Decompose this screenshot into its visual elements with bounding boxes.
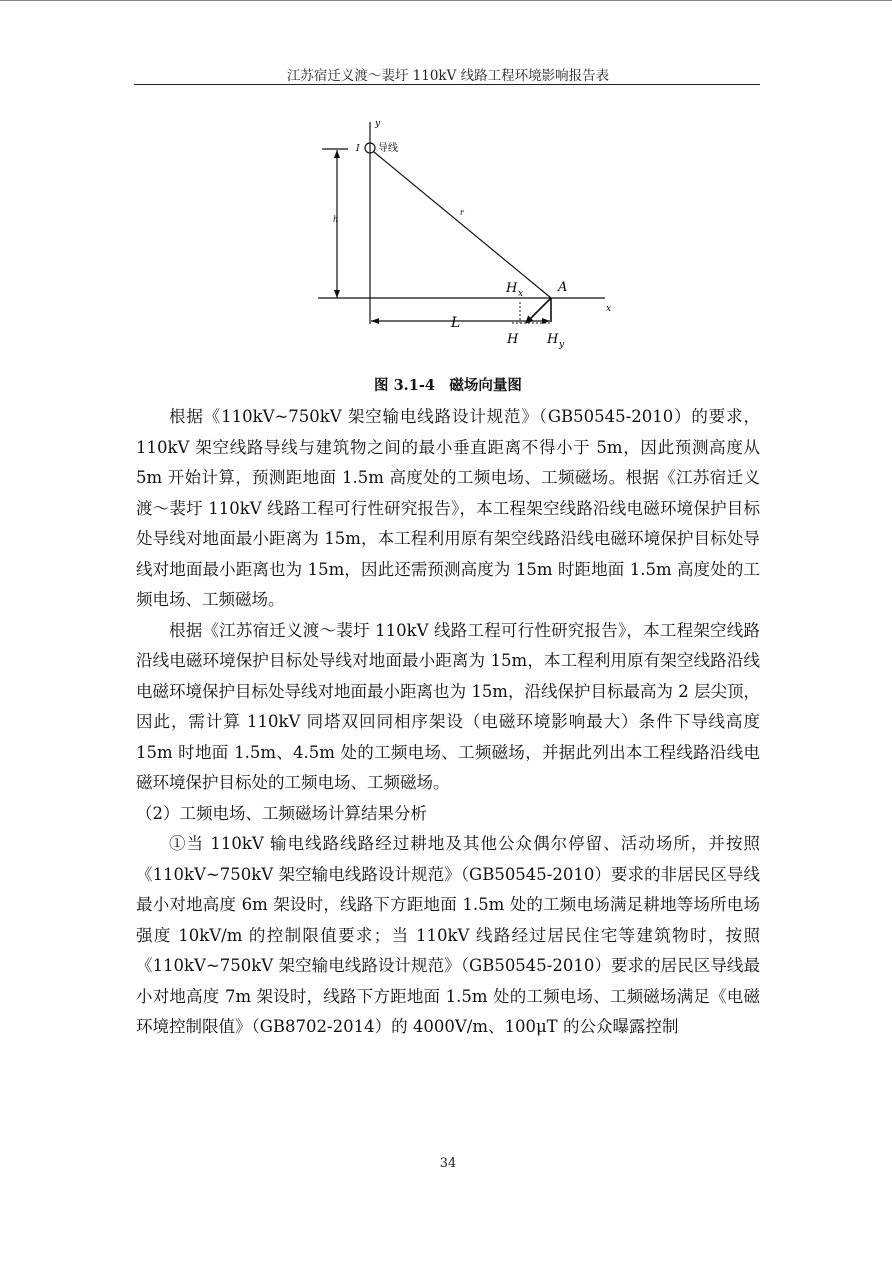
paragraph-3: ①当 110kV 输电线路线路经过耕地及其他公众偶尔停留、活动场所，并按照《110kV~750kV 架空输电线路设计规范》（GB50545-2010）要求的非居民区导线最小对地高度 6m 架设时，线路下方距地面 1.5m 处的工频电场满足耕地等场所电场强度 10kV/m 的控制限值要求；当 110kV 线路经过居民住宅等建筑物时，按照《110kV~750kV 架空输电线路设计规范》（GB50545-2010）要求的居民区导线最小对地高度 7m 架设时，线路下方距地面 1.5m 处的工频电场、工频磁场满足《电磁环境控制限值》（GB8702-2014）的 4000V/m、100μT 的公众曝露控制 — [136, 834, 760, 1036]
height-arrow-bottom — [334, 290, 340, 298]
paragraph-1: 根据《110kV~750kV 架空输电线路设计规范》（GB50545-2010）的要求，110kV 架空线路导线与建筑物之间的最小垂直距离不得小于 5m，因此预测高度从 5m 开始计算，预测距地面 1.5m 高度处的工频电场、工频磁场。根据《江苏宿迁义渡～裴圩 110kV 线路工程可行性研究报告》，本工程架空线路沿线电磁环境保护目标处导线对地面最小距离为 15m，本工程利用原有架空线路沿线电磁环境保护目标处导线对地面最小距离也为 15m，因此还需预测高度为 15m 时距地面 1.5m 高度处的工频电场、工频磁场。 — [136, 407, 760, 609]
distance-r-label: r — [460, 208, 464, 217]
distance-l-arrow-left — [371, 318, 379, 324]
point-a-label: A — [558, 280, 568, 295]
page-header: 江苏宿迁义渡～裴圩 110kV 线路工程环境影响报告表 — [286, 68, 610, 84]
page-top-border — [0, 0, 892, 1]
h-vector — [526, 298, 551, 323]
distance-r-line — [374, 152, 551, 298]
header-rule — [134, 84, 760, 85]
height-label: h — [333, 215, 339, 224]
page-number: 34 — [439, 1156, 457, 1171]
x-axis-label: x — [606, 304, 612, 314]
y-axis-label: y — [375, 119, 381, 129]
hy-label: H — [547, 332, 559, 347]
distance-l-label: L — [451, 315, 461, 331]
figure-caption: 图 3.1-4 磁场向量图 — [374, 377, 522, 394]
hx-subscript: x — [518, 289, 524, 299]
h-vector-label: H — [507, 332, 519, 347]
hy-subscript: y — [559, 340, 565, 350]
current-label: I — [356, 144, 360, 154]
height-arrow-top — [334, 150, 340, 158]
magnetic-field-vector-diagram — [300, 112, 630, 362]
body-paragraphs — [136, 402, 760, 1043]
section-heading: （2）工频电场、工频磁场计算结果分析 — [136, 803, 427, 823]
paragraph-2: 根据《江苏宿迁义渡～裴圩 110kV 线路工程可行性研究报告》，本工程架空线路沿线电磁环境保护目标处导线对地面最小距离为 15m，本工程利用原有架空线路沿线电磁环境保护目标处导线对地面最小距离也为 15m，沿线保护目标最高为 2 层尖顶，因此，需计算 110kV 同塔双回同相序架设（电磁环境影响最大）条件下导线高度 15m 时地面 1.5m、4.5m 处的工频电场、工频磁场，并据此列出本工程线路沿线电磁环境保护目标处的工频电场、工频磁场。 — [136, 620, 760, 792]
hx-label: H — [506, 281, 518, 296]
conductor-label: 导线 — [378, 143, 398, 154]
